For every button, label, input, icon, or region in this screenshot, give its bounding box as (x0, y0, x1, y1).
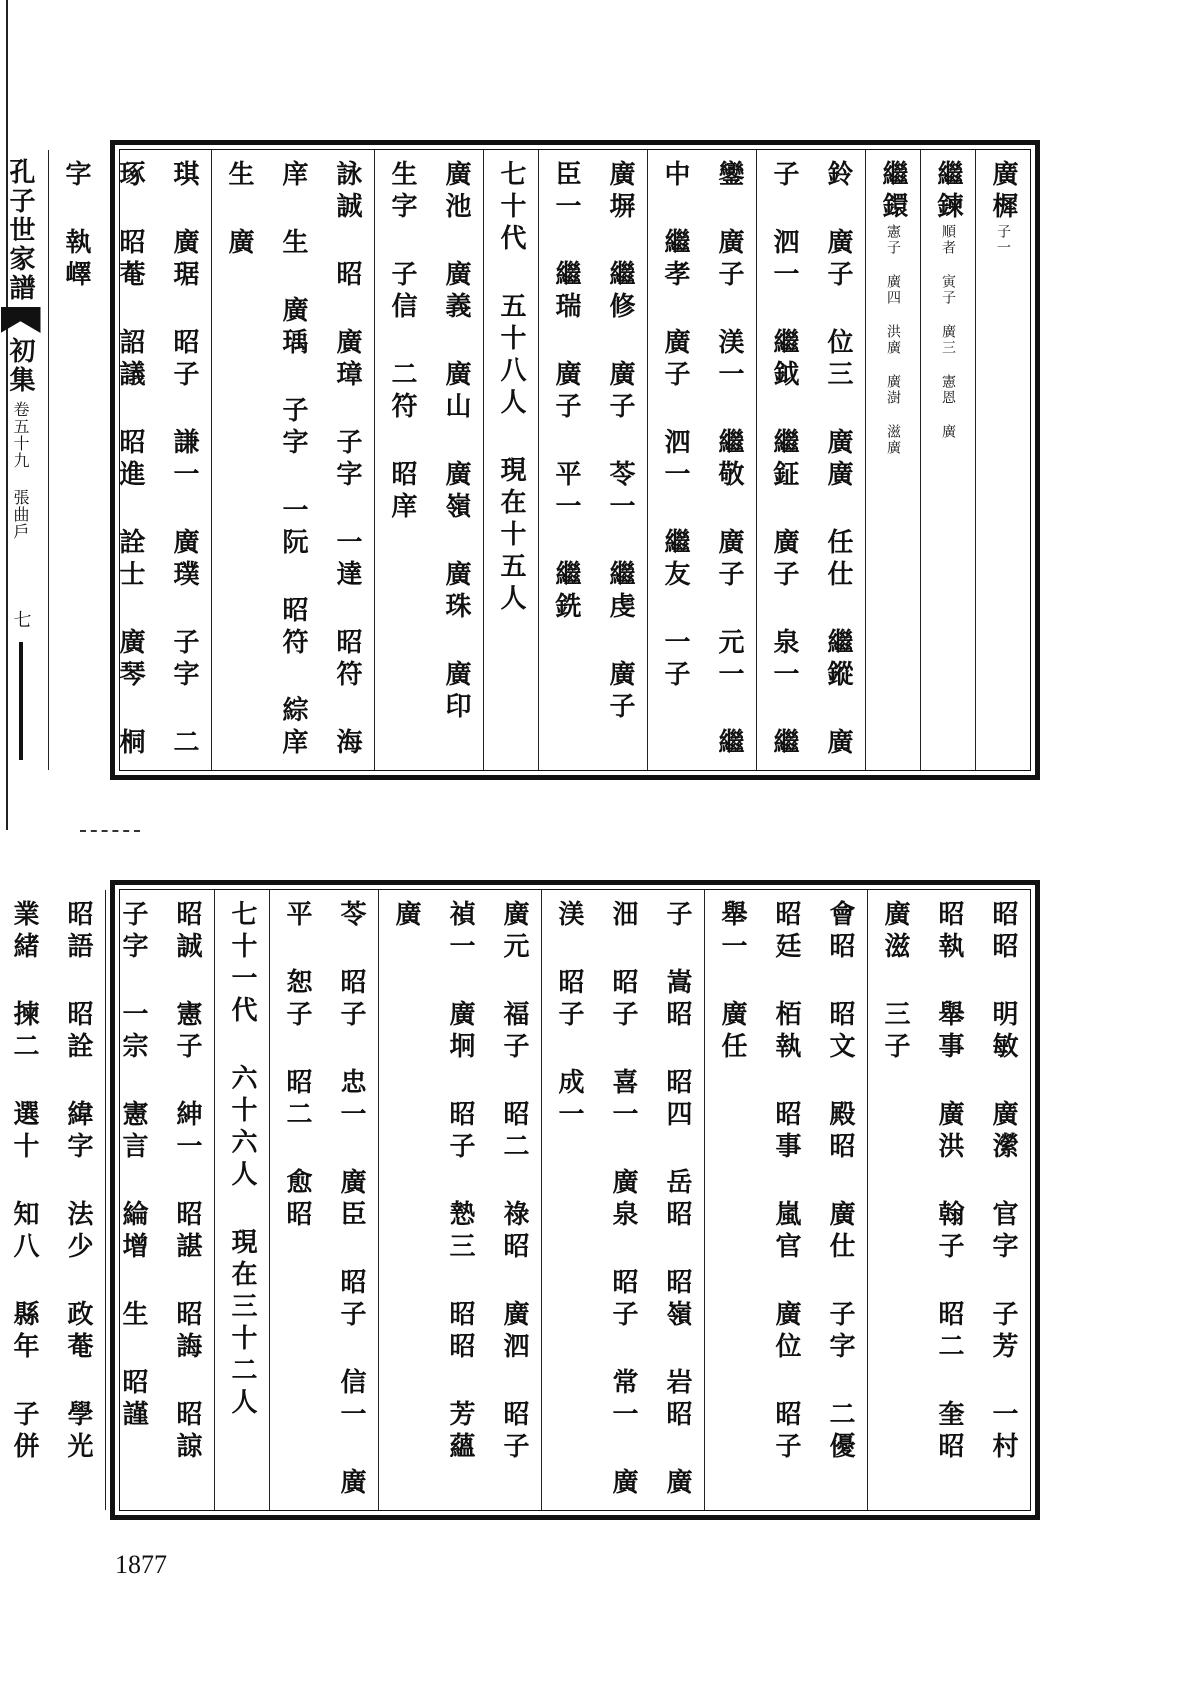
center-rule (19, 642, 23, 760)
column-bottom-r5: 苓 昭子 忠一 廣臣 昭子 信一 廣平 恕子 昭二 愈昭 (270, 890, 379, 1510)
page-number: 1877 (115, 1550, 167, 1579)
column-bottom-r7: 昭誠 憲子 紳一 昭諶 昭誨 昭諒 子字 一宗 憲言 綸增 生 昭謹 (106, 890, 215, 1510)
column-top-r2: 繼鍊順者 寅子 廣三 憲恩 廣 (921, 150, 976, 770)
genealogy-panel-bottom (9, 880, 1040, 1520)
column-top-l2: 鑾 廣子 渼一 繼敬 廣子 元一 繼中 繼孝 廣子 泗一 繼友 一子 (648, 150, 757, 770)
column-top-r1: 廣樨子一 (988, 160, 1018, 256)
center-fold-top (0, 150, 49, 770)
column-top-l1: 鈴 廣子 位三 廣廣 任仕 繼鏦 廣子 泗一 繼鉞 繼鉦 廣子 泉一 繼 (757, 150, 866, 770)
column-bottom-r1: 昭昭 明敏 廣瀠 官字 子芳 一村 昭執 舉事 廣洪 翰子 昭二 奎昭 廣滋 三子 (880, 900, 1018, 1464)
column-top-l3: 廣塀 繼修 廣子 苓一 繼虔 廣子 臣一 繼瑞 廣子 平一 繼銑 (539, 150, 648, 770)
column-bottom-r2: 會昭 昭文 殿昭 廣仕 子字 二優 昭廷 栢執 昭事 嵐官 廣位 昭子 舉一 廣任 (705, 890, 868, 1510)
column-top-l7: 琪 廣琚 昭子 謙一 廣璞 子字 二琢 昭菴 詔議 昭進 詮士 廣琴 桐字 執嶧 (49, 150, 212, 770)
volume-label: 卷五十九 張曲戶 (11, 401, 30, 540)
column-top-generation: 七十代 五十八人 現在十五人 (484, 150, 539, 770)
column-bottom-r4: 廣元 福子 昭二 祿昭 廣泗 昭子 禎一 廣坰 昭子 慹三 昭昭 芳蘊 廣 (379, 890, 542, 1510)
crop-mark (80, 830, 140, 834)
edition-label: 初集 (5, 337, 35, 395)
column-bottom-r3: 子 嵩昭 昭四 岳昭 昭嶺 岩昭 廣沺 昭子 喜一 廣泉 昭子 常一 廣渼 昭子 成一 (542, 890, 705, 1510)
genealogy-panel-top (5, 140, 1040, 780)
folio-number: 七 (10, 610, 32, 628)
column-top-l6: 詠誠 昭 廣璋 子字 一達 昭符 海庠 生 廣瑀 子字 一阮 昭符 綜庠 生 廣 (212, 150, 375, 770)
column-bottom-r8: 昭語 昭詮 緯字 法少 政菴 學光 業緒 揀二 選十 知八 縣年 子併 (0, 890, 106, 1510)
fishtail-mark (1, 307, 41, 333)
column-top-l5: 廣池 廣義 廣山 廣嶺 廣珠 廣印 生字 子信 二符 昭庠 (375, 150, 484, 770)
book-title: 孔子世家譜 (5, 158, 35, 303)
column-bottom-generation: 七十一代 六十六人 現在三十二人 (215, 890, 270, 1510)
column-top-r3: 繼鐶憲子 廣四 洪廣 廣澍 滋廣 (866, 150, 921, 770)
